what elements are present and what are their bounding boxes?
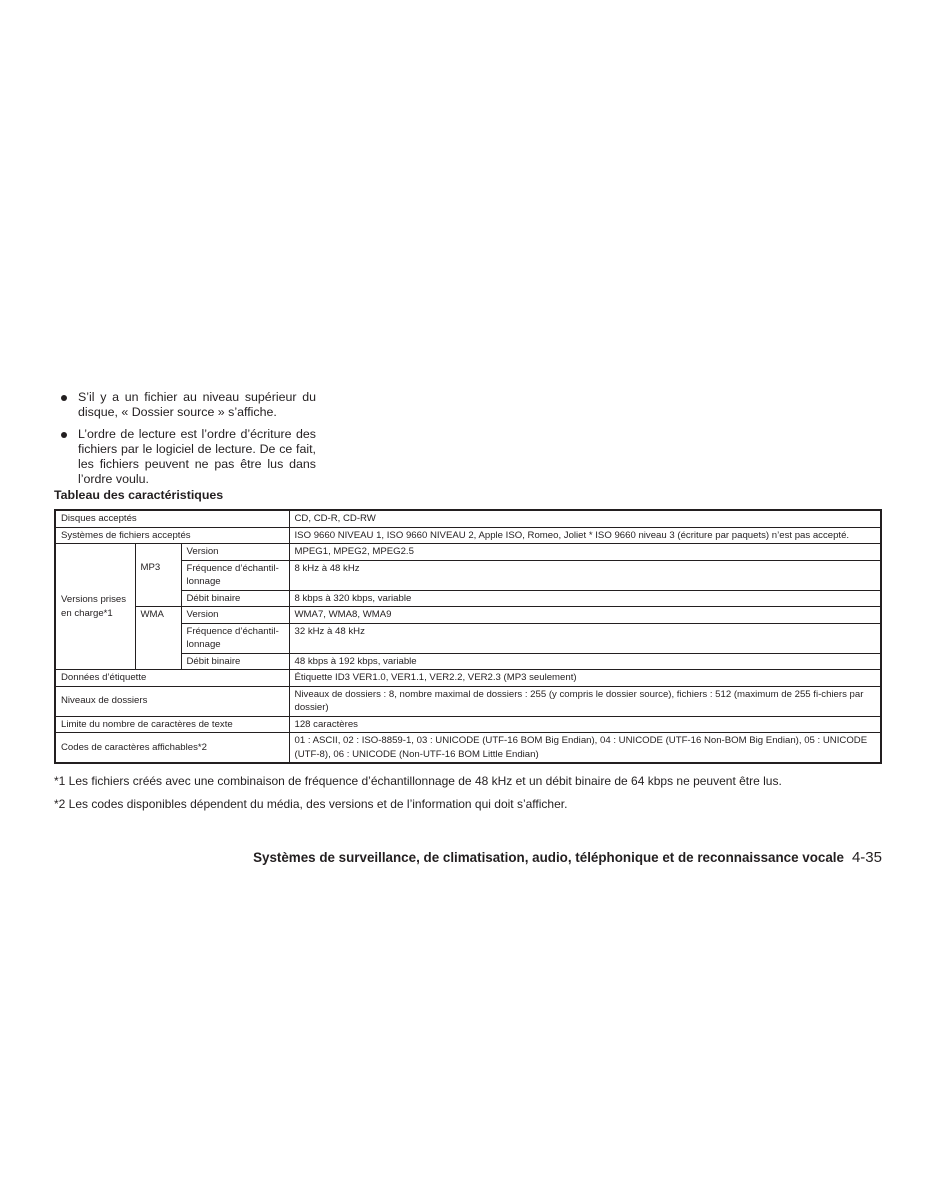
- bullet-text: L’ordre de lecture est l’ordre d’écriture des fichiers par le logiciel de lecture. De ce fait, les fichiers peuvent ne pas être lus dans l’ordre voulu.: [78, 427, 316, 486]
- bullet-text: S’il y a un fichier au niveau supérieur du disque, « Dossier source » s’affiche.: [78, 390, 316, 419]
- row-label: Fréquence d’échantil-lonnage: [181, 560, 289, 590]
- footer-section-title: Systèmes de surveillance, de climatisation, audio, téléphonique et de reconnaissance vocale: [253, 850, 844, 865]
- row-label: Version: [181, 544, 289, 561]
- row-value: 8 kHz à 48 kHz: [289, 560, 881, 590]
- table-row: [55, 716, 881, 733]
- spec-table: [54, 509, 882, 764]
- bullet-icon: [61, 395, 67, 401]
- footnote-2: *2 Les codes disponibles dépendent du média, des versions et de l’information qui doit s’afficher.: [54, 797, 568, 811]
- row-value: ISO 9660 NIVEAU 1, ISO 9660 NIVEAU 2, Apple ISO, Romeo, Joliet * ISO 9660 niveau 3 (écriture par paquets) n’est pas accepté.: [289, 527, 881, 544]
- row-label: Débit binaire: [181, 653, 289, 670]
- row-value: Niveaux de dossiers : 8, nombre maximal de dossiers : 255 (y compris le dossier source), fichiers : 512 (maximum de 255 fi-chiers par dossier): [289, 686, 881, 716]
- row-label: Limite du nombre de caractères de texte: [55, 716, 289, 733]
- row-value: WMA7, WMA8, WMA9: [289, 607, 881, 624]
- row-label: Version: [181, 607, 289, 624]
- row-label: Systèmes de fichiers acceptés: [55, 527, 289, 544]
- row-label: Débit binaire: [181, 590, 289, 607]
- bullet-icon: [61, 432, 67, 438]
- table-row: [55, 733, 881, 764]
- row-label: Codes de caractères affichables*2: [55, 733, 289, 764]
- wma-label: WMA: [135, 607, 181, 670]
- row-value: 32 kHz à 48 kHz: [289, 623, 881, 653]
- bullet-list: [58, 390, 316, 494]
- versions-label: Versions prises en charge*1: [55, 544, 135, 670]
- row-label: Données d’étiquette: [55, 670, 289, 687]
- table-row: [55, 686, 881, 716]
- page-number: 4-35: [851, 849, 882, 866]
- table-row: [55, 527, 881, 544]
- row-value: CD, CD-R, CD-RW: [289, 510, 881, 527]
- row-value: MPEG1, MPEG2, MPEG2.5: [289, 544, 881, 561]
- mp3-label: MP3: [135, 544, 181, 607]
- table-row: [55, 544, 881, 561]
- row-label: Disques acceptés: [55, 510, 289, 527]
- table-row: [55, 607, 881, 624]
- row-value: 01 : ASCII, 02 : ISO-8859-1, 03 : UNICODE (UTF-16 BOM Big Endian), 04 : UNICODE (UTF-16 Non-BOM Big Endian), 05 : UNICODE (UTF-8), 06 : UNICODE (Non-UTF-16 BOM Little Endian): [289, 733, 881, 764]
- table-row: [55, 670, 881, 687]
- bullet-item: [58, 427, 316, 487]
- row-value: 8 kbps à 320 kbps, variable: [289, 590, 881, 607]
- page-footer: [253, 849, 882, 866]
- row-value: 128 caractères: [289, 716, 881, 733]
- table-row: [55, 510, 881, 527]
- row-label: Fréquence d’échantil-lonnage: [181, 623, 289, 653]
- row-label: Niveaux de dossiers: [55, 686, 289, 716]
- row-value: 48 kbps à 192 kbps, variable: [289, 653, 881, 670]
- table-title: Tableau des caractéristiques: [54, 488, 224, 502]
- footnote-1: *1 Les fichiers créés avec une combinaison de fréquence d’échantillonnage de 48 kHz et un débit binaire de 64 kbps ne peuvent être lus.: [54, 774, 782, 788]
- bullet-item: [58, 390, 316, 420]
- row-value: Étiquette ID3 VER1.0, VER1.1, VER2.2, VER2.3 (MP3 seulement): [289, 670, 881, 687]
